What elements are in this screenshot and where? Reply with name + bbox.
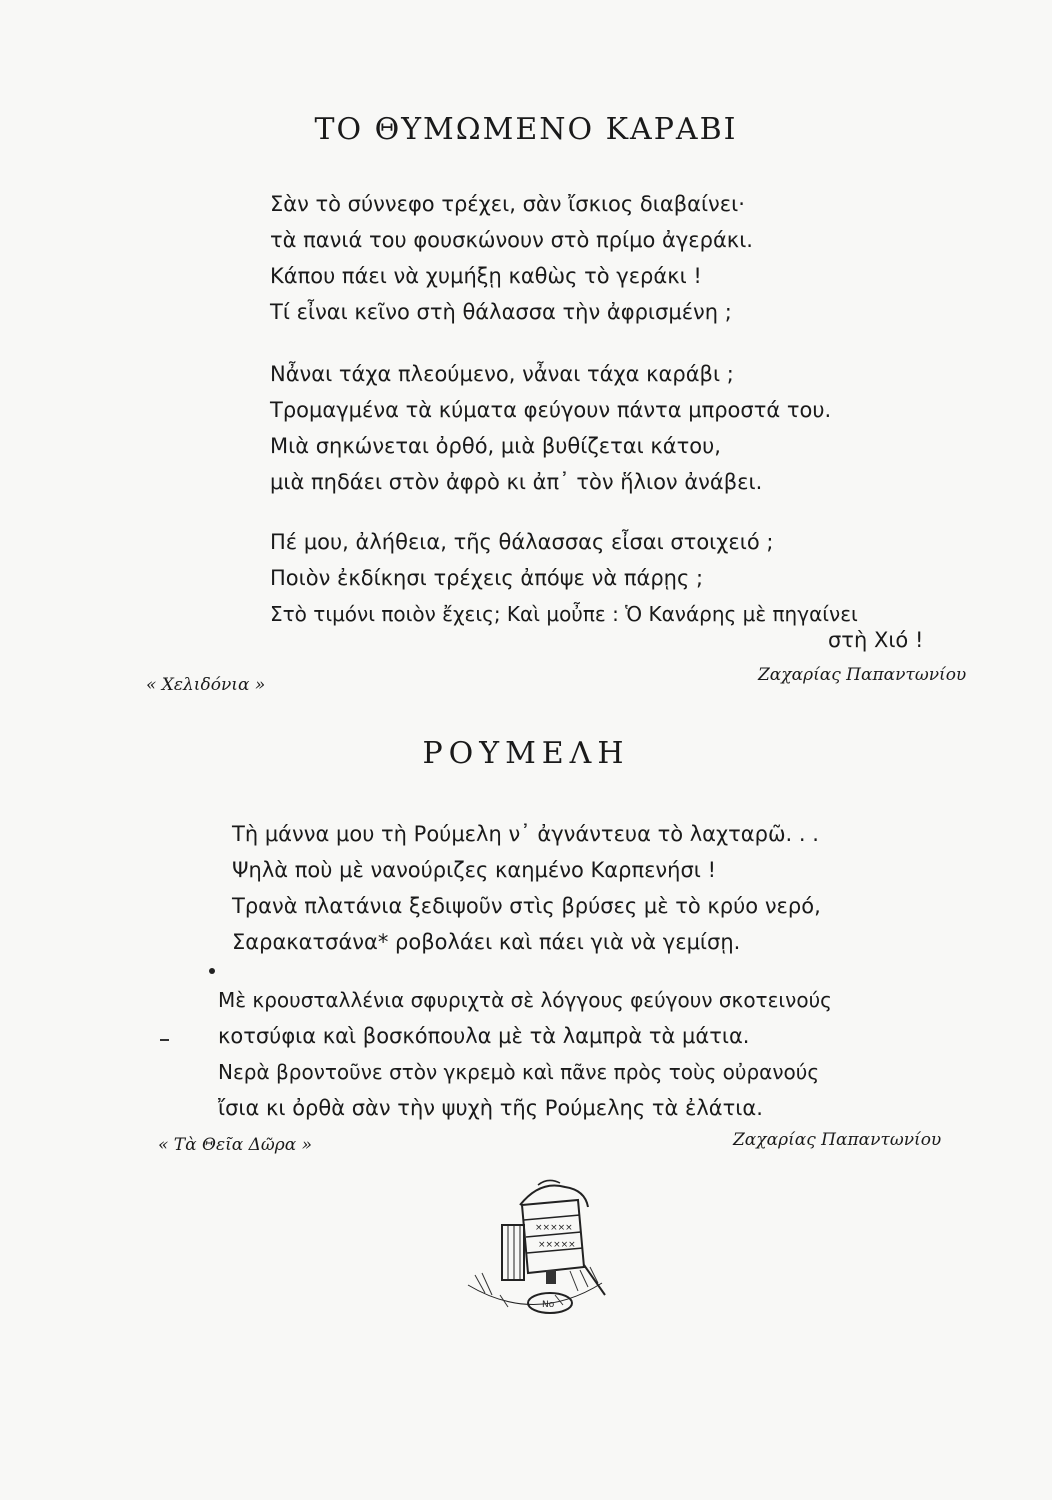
poem1-stanza-2 [270, 356, 831, 500]
verse-line: Τί εἶναι κεῖνο στὴ θάλασσα τὴν ἀφρισμένη ; [270, 300, 732, 324]
verse-line: Νερὰ βροντοῦνε στὸν γκρεμὸ καὶ πᾶνε πρὸς τοὺς οὐρανούς [218, 1060, 820, 1084]
verse-line: Στὸ τιμόνι ποιὸν ἔχεις; Καὶ μοὖπε : Ὁ Κανάρης μὲ πηγαίνει [270, 602, 858, 626]
poem2-author: Ζαχαρίας Παπαντωνίου [733, 1130, 942, 1150]
verse-line: ἴσια κι ὀρθὰ σὰν τὴν ψυχὴ τῆς Ρούμελης τὰ ἐλάτια. [218, 1096, 763, 1120]
verse-line: Τὴ μάννα μου τὴ Ρούμελη ν᾽ ἀγνάντευα τὸ λαχταρῶ. . . [232, 822, 819, 846]
svg-text:×××××: ××××× [538, 1240, 576, 1250]
poem1-author: Ζαχαρίας Παπαντωνίου [758, 665, 967, 685]
poem1-source: « Χελιδόνια » [146, 675, 266, 695]
verse-line: μιὰ πηδάει στὸν ἀφρὸ κι ἀπ᾽ τὸν ἥλιον ἀνάβει. [270, 470, 763, 494]
ink-dash [160, 1039, 169, 1041]
poem1-title: ΤΟ ΘΥΜΩΜΕΝΟ ΚΑΡΑΒΙ [314, 112, 738, 147]
svg-text:×××××: ××××× [535, 1223, 573, 1233]
verse-line: Ποιὸν ἐκδίκησι τρέχεις ἀπόψε νὰ πάρῃς ; [270, 566, 704, 590]
poem1-stanza-1 [270, 186, 753, 330]
verse-line: Μιὰ σηκώνεται ὀρθό, μιὰ βυθίζεται κάτου, [270, 434, 721, 458]
plate-label: Νο [542, 1300, 555, 1310]
verse-line: Ψηλὰ ποὺ μὲ νανούριζες καημένο Καρπενήσι ! [232, 858, 716, 882]
verse-line: Σὰν τὸ σύννεφο τρέχει, σὰν ἴσκιος διαβαίνει· [270, 192, 745, 216]
poem1-stanza-3 [270, 524, 858, 632]
poem2-stanza-2 [218, 982, 832, 1126]
verse-line: Μὲ κρουσταλλένια σφυριχτὰ σὲ λόγγους φεύγουν σκοτεινούς [218, 988, 832, 1012]
verse-line: Τρομαγμένα τὰ κύματα φεύγουν πάντα μπροστά του. [270, 398, 832, 422]
verse-line: τὰ πανιά του φουσκώνουν στὸ πρίμο ἀγεράκι. [270, 228, 753, 252]
poem2-source: « Τὰ Θεῖα Δῶρα » [158, 1135, 313, 1155]
poem2-title: ΡΟΥΜΕΛΗ [422, 736, 630, 771]
verse-continuation: στὴ Χιό ! [828, 628, 924, 652]
still-life-drawing-icon [460, 1175, 610, 1325]
poem2-stanza-1 [232, 816, 821, 960]
verse-line: Σαρακατσάνα* ροβολάει καὶ πάει γιὰ νὰ γεμίσῃ. [232, 930, 741, 954]
ink-dot [209, 968, 215, 974]
verse-line: Πέ μου, ἀλήθεια, τῆς θάλασσας εἶσαι στοιχειό ; [270, 530, 774, 554]
verse-line: Κάπου πάει νὰ χυμήξῃ καθὼς τὸ γεράκι ! [270, 264, 702, 288]
verse-line: κοτσύφια καὶ βοσκόπουλα μὲ τὰ λαμπρὰ τὰ μάτια. [218, 1024, 750, 1048]
verse-line: Νἆναι τάχα πλεούμενο, νἆναι τάχα καράβι ; [270, 362, 734, 386]
verse-line: Τρανὰ πλατάνια ξεδιψοῦν στὶς βρύσες μὲ τὸ κρύο νερό, [232, 894, 821, 918]
